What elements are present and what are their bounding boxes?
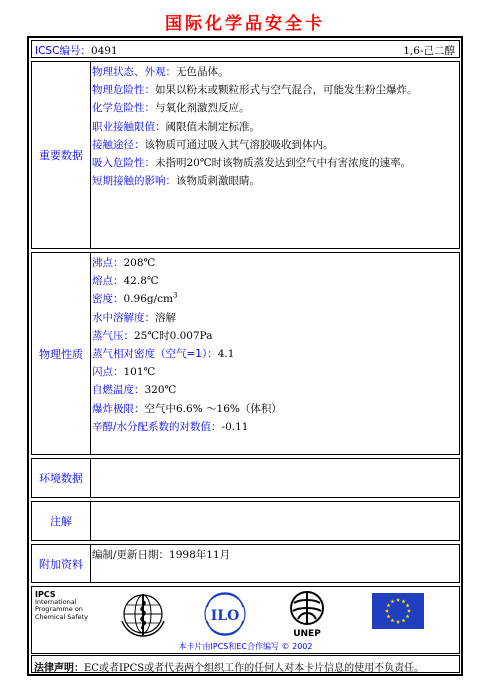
- credit-text: 本卡片由IPCS和EC合作编写 © 2002: [178, 642, 313, 651]
- important-item: 职业接触限值：阈限值未制定标准。: [92, 120, 260, 133]
- card-title: 国际化学品安全卡: [165, 14, 325, 34]
- legal-label: 法律声明：: [34, 663, 84, 674]
- ipcs-text: IPCS International Programme on Chemical Safety: [35, 590, 89, 621]
- important-data-label: 重要数据: [31, 61, 91, 249]
- physical-item: 密度：$0.96g/cm^3$: [92, 291, 178, 306]
- chemical-name: 1,6-己二醇: [403, 45, 455, 57]
- physical-item: 水中溶解度：溶解: [92, 311, 176, 324]
- physical-item: 熔点：42.8℃: [92, 275, 159, 288]
- important-item: 吸入危险性：未指明20℃时该物质蒸发达到空气中有害浓度的速率。: [92, 157, 412, 170]
- environment-data-label: 环境数据: [31, 458, 91, 498]
- important-item: 化学危险性：与氧化剂激烈反应。: [92, 102, 250, 115]
- physical-properties-label: 物理性质: [31, 252, 91, 455]
- icsc-header-row: [31, 40, 460, 58]
- unep-emblem-icon: [284, 589, 330, 639]
- footer-logos: [31, 586, 460, 654]
- who-emblem-icon: [120, 591, 166, 637]
- additional-info-label: 附加资料: [31, 544, 91, 583]
- important-item: 短期接触的影响：该物质刺激眼睛。: [92, 175, 260, 188]
- physical-item: 辛醇/水分配系数的对数值：-0.11: [92, 420, 249, 433]
- important-item: 接触途径：该物质可通过吸入其气溶胶吸收到体内。: [92, 138, 334, 151]
- icsc-number: 0491: [90, 45, 118, 57]
- notes-label: 注解: [31, 501, 91, 541]
- physical-item: 爆炸极限：空气中6.6% ～16%（体积）: [92, 402, 282, 415]
- physical-properties-box: [90, 252, 460, 455]
- physical-item: 蒸气压：25℃时0.007Pa: [92, 329, 213, 342]
- physical-item: 自燃温度：320℃: [92, 384, 177, 397]
- ilo-emblem-icon: [202, 591, 248, 637]
- physical-item: 沸点：208℃: [92, 257, 156, 269]
- important-data-box: [90, 61, 460, 249]
- svg-text:ILO: ILO: [210, 608, 240, 624]
- legal-statement: [31, 655, 460, 673]
- physical-item: 蒸气相对密度（空气=1）：4.1: [92, 348, 235, 361]
- additional-info-box: 编制/更新日期：1998年11月: [90, 544, 460, 583]
- icsc-label: ICSC编号：: [35, 45, 91, 57]
- important-item: 物理危险性：如果以粉末或颗粒形式与空气混合，可能发生粉尘爆炸。: [92, 84, 418, 97]
- important-item: 物理状态、外观：无色晶体。: [92, 66, 229, 78]
- svg-text:UNEP: UNEP: [293, 629, 321, 639]
- environment-data-box: [90, 458, 460, 498]
- notes-box: [90, 501, 460, 541]
- eu-flag-icon: [372, 593, 424, 629]
- physical-item: 闪点：101℃: [92, 366, 156, 379]
- legal-text: EC或者IPCS或者代表两个组织工作的任何人对本卡片信息的使用不负责任。: [84, 663, 425, 674]
